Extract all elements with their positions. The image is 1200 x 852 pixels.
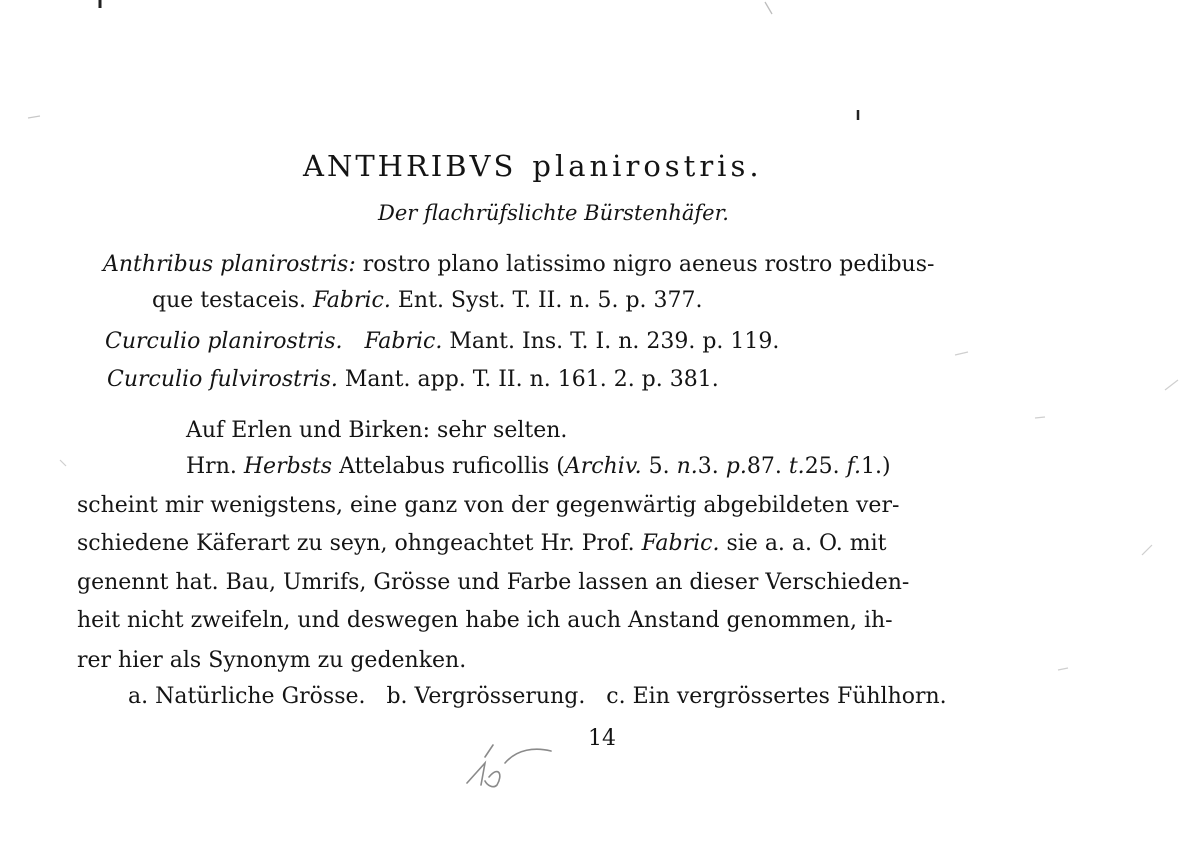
figure-caption: a. Natürliche Grösse. b. Vergrösserung. c. Ein vergrössertes Fühlhorn.	[128, 684, 947, 709]
body-text: 87.	[746, 454, 789, 479]
synonym-3-reference: Mant. app. T. II. n. 161. 2. p. 381.	[337, 367, 719, 392]
synonym-1-author: Fabric.	[313, 288, 391, 313]
synonym-1-cont-text: que testaceis.	[152, 288, 314, 313]
synonym-2-author: Fabric.	[364, 329, 443, 354]
author-fabric: Fabric.	[641, 531, 720, 556]
synonym-1-name: Anthribus planirostris:	[103, 252, 356, 277]
body-text: 25.	[804, 454, 847, 479]
body-text: 5.	[641, 454, 677, 479]
title-genus: ANTHRIBVS	[303, 149, 517, 183]
page-number: 14	[588, 726, 616, 751]
reference-archiv: Archiv.	[564, 454, 642, 479]
german-common-name: Der flachrüfslichte Bürstenhäfer.	[378, 201, 729, 225]
reference-abbrev: f.	[846, 454, 862, 479]
body-text: 3.	[697, 454, 726, 479]
synonym-1-reference: Ent. Syst. T. II. n. 5. p. 377.	[390, 288, 703, 313]
synonym-2-reference: Mant. Ins. T. I. n. 239. p. 119.	[442, 329, 780, 354]
synonym-3-name: Curculio fulvirostris.	[107, 367, 338, 392]
body-line-5: genennt hat. Bau, Umrifs, Grösse und Farbe lassen an dieser Verschieden-	[77, 570, 910, 595]
habitat-line: Auf Erlen und Birken: sehr selten.	[186, 418, 568, 443]
body-line-7: rer hier als Synonym zu gedenken.	[77, 648, 467, 673]
body-text: 1.)	[861, 454, 891, 479]
body-text: Attelabus ruficollis (	[332, 454, 565, 479]
reference-abbrev: n.	[676, 454, 698, 479]
synonym-1-description: rostro plano latissimo nigro aeneus rostro pedibus-	[355, 252, 935, 277]
synonym-2-name: Curculio planirostris.	[105, 329, 343, 354]
body-line-3: scheint mir wenigstens, eine ganz von der gegenwärtig abgebildeten ver-	[77, 493, 900, 518]
body-text: schiedene Käferart zu seyn, ohngeachtet Hr. Prof.	[77, 531, 642, 556]
body-text: Hrn.	[186, 454, 244, 479]
title-species: planirostris.	[532, 149, 763, 183]
author-herbst: Herbsts	[243, 454, 333, 479]
body-line-6: heit nicht zweifeln, und deswegen habe ich auch Anstand genommen, ih-	[77, 608, 893, 633]
reference-abbrev: p.	[725, 454, 747, 479]
reference-abbrev: t.	[788, 454, 805, 479]
body-text: sie a. a. O. mit	[719, 531, 887, 556]
